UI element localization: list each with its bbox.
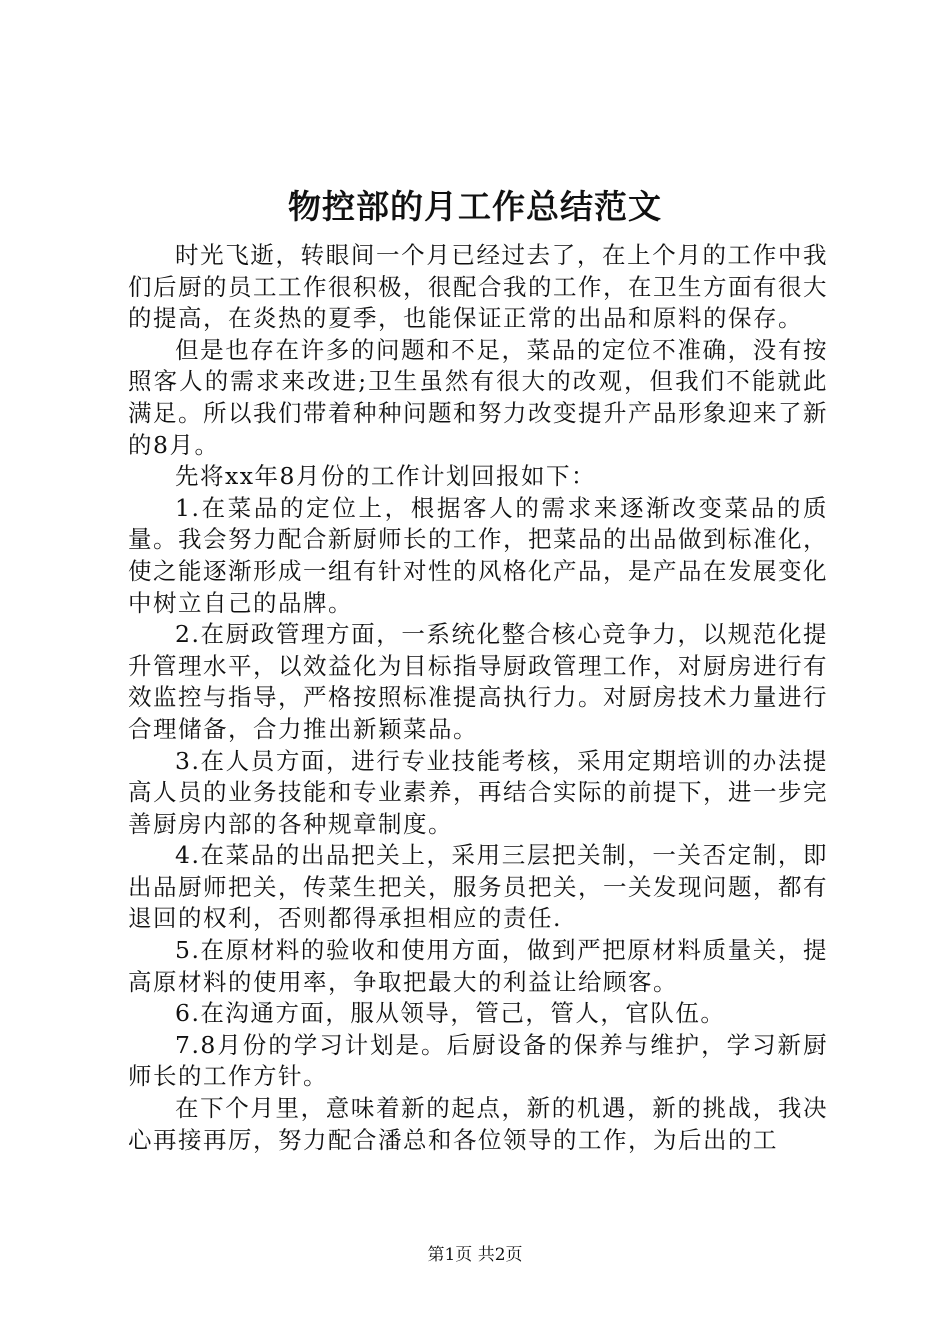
paragraph-item-7: 7.8月份的学习计划是。后厨设备的保养与维护，学习新厨师长的工作方针。 [128, 1030, 828, 1091]
document-body [128, 240, 828, 1156]
paragraph-item-5: 5.在原材料的验收和使用方面，做到严把原材料质量关，提高原材料的使用率，争取把最大的利益让给顾客。 [128, 936, 828, 996]
paragraph-problems: 但是也存在许多的问题和不足，菜品的定位不准确，没有按照客人的需求来改进;卫生虽然有很大的改观，但我们不能就此满足。所以我们带着种种问题和努力改变提升产品形象迎来了新的8月。 [128, 335, 828, 459]
page-title: 物控部的月工作总结范文 [288, 187, 662, 226]
paragraph-item-1: 1.在菜品的定位上，根据客人的需求来逐渐改变菜品的质量。我会努力配合新厨师长的工作，把菜品的出品做到标准化，使之能逐渐形成一组有针对性的风格化产品，是产品在发展变化中树立自己的品牌。 [128, 493, 828, 617]
paragraph-item-3: 3.在人员方面，进行专业技能考核，采用定期培训的办法提高人员的业务技能和专业素养，再结合实际的前提下，进一步完善厨房内部的各种规章制度。 [128, 746, 828, 838]
paragraph-intro: 时光飞逝，转眼间一个月已经过去了，在上个月的工作中我们后厨的员工工作很积极，很配合我的工作，在卫生方面有很大的提高，在炎热的夏季，也能保证正常的出品和原料的保存。 [128, 241, 828, 333]
paragraph-plan-heading: 先将xx年8月份的工作计划回报如下： [175, 462, 596, 491]
paragraph-item-4: 4.在菜品的出品把关上，采用三层把关制，一关否定制，即出品厨师把关，传菜生把关，服务员把关，一关发现问题，都有退回的权利，否则都得承担相应的责任. [128, 841, 828, 933]
paragraph-item-6: 6.在沟通方面，服从领导，管己，管人，官队伍。 [175, 999, 726, 1028]
paragraph-item-2: 2.在厨政管理方面，一系统化整合核心竞争力，以规范化提升管理水平，以效益化为目标指导厨政管理工作，对厨房进行有效监控与指导，严格按照标准提高执行力。对厨房技术力量进行合理储备，合力推出新颖菜品。 [128, 620, 828, 743]
paragraph-closing: 在下个月里，意味着新的起点，新的机遇，新的挑战，我决心再接再厉，努力配合潘总和各位领导的工作，为后出的工 [128, 1094, 828, 1154]
page-indicator: 第1页 共2页 [427, 1245, 523, 1265]
